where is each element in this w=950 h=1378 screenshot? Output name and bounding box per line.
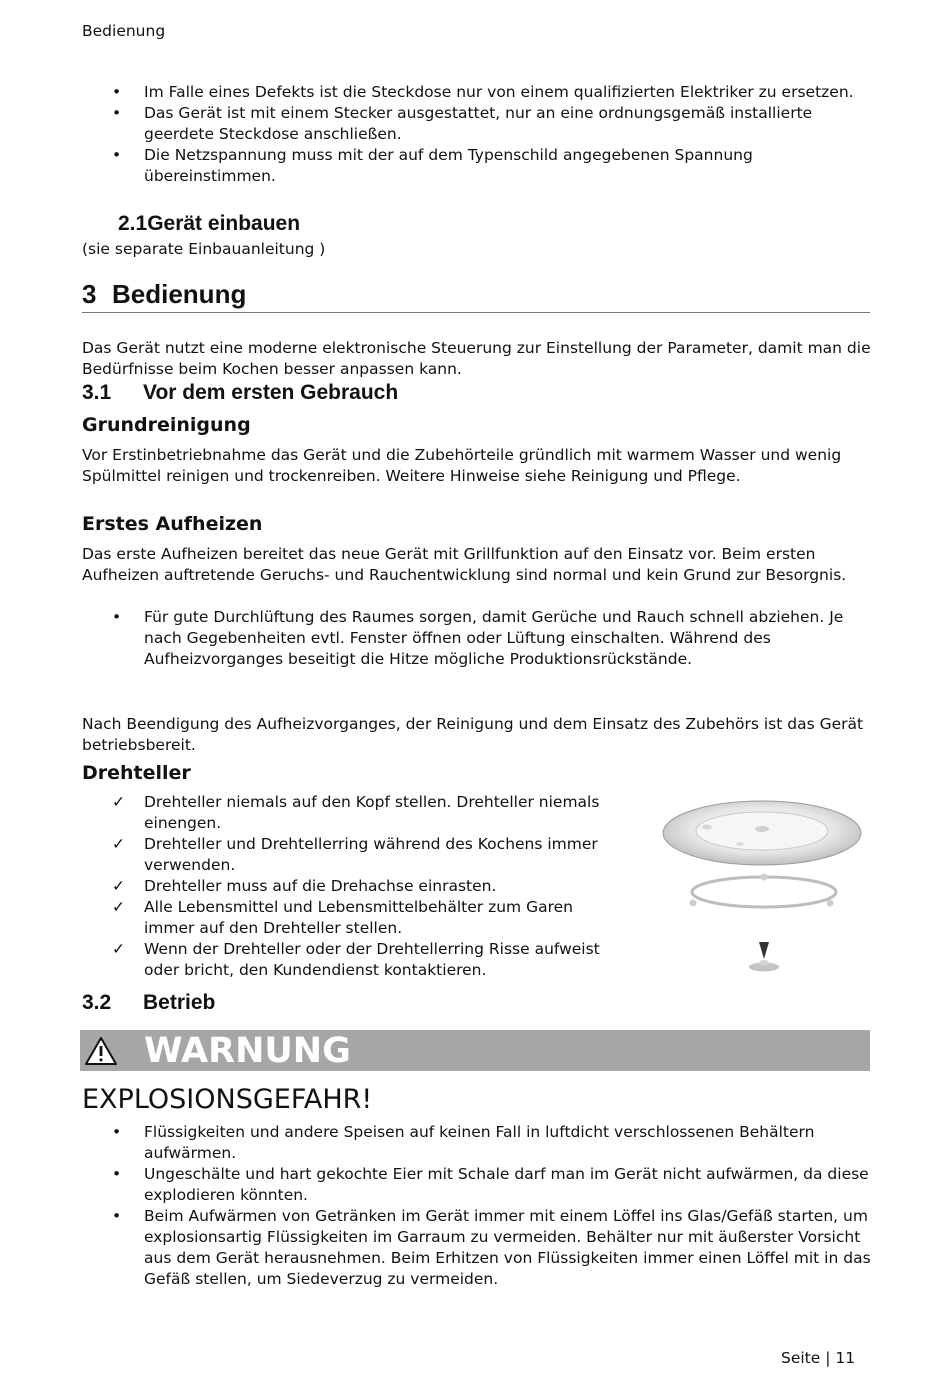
list-item: • Für gute Durchlüftung des Raumes sorgen, damit Gerüche und Rauch schnell abziehen. Je nach Gegebenheiten evtl. Fenster öffnen oder Lüftung einschalten. Während des Aufheizvorganges beseitigt die Hitze mögliche Produktionsrückstände. [112, 608, 844, 668]
aufheizen-bullet-list [82, 607, 857, 670]
list-item: ✓ Wenn der Drehteller oder der Drehtellerring Risse aufweist oder bricht, den Kundendienst kontaktieren. [112, 940, 600, 979]
aufheizen-heading: Erstes Aufheizen [82, 513, 263, 535]
chapter-3-intro: Das Gerät nutzt eine moderne elektronische Steuerung zur Einstellung der Parameter, damit man die Bedürfnisse beim Kochen besser anpassen kann. [82, 339, 871, 378]
section-title: Vor dem ersten Gebrauch [143, 381, 399, 404]
aufheizen-after-text: Nach Beendigung des Aufheizvorganges, der Reinigung und dem Einsatz des Zubehörs ist das Gerät betriebsbereit. [82, 715, 864, 754]
list-item: ✓ Drehteller und Drehtellerring während des Kochens immer verwenden. [112, 835, 598, 874]
warning-bullet-list [82, 1122, 872, 1290]
warning-triangle-icon [84, 1036, 118, 1066]
section-2-1-heading: 2.1Gerät einbauen [118, 212, 301, 235]
list-item: ✓ Alle Lebensmittel und Lebensmittelbehälter zum Garen immer auf den Drehteller stellen. [112, 898, 573, 937]
warning-heading: EXPLOSIONSGEFAHR! [82, 1084, 373, 1115]
list-item: • Das Gerät ist mit einem Stecker ausgestattet, nur an eine ordnungsgemäß installierte geerdete Steckdose anschließen. [112, 104, 813, 143]
grundreinigung-text: Vor Erstinbetriebnahme das Gerät und die Zubehörteile gründlich mit warmem Wasser und wenig Spülmittel reinigen und trockenreiben. Weitere Hinweise siehe Reinigung und Pflege. [82, 446, 842, 485]
list-item: ✓ Drehteller muss auf die Drehachse einrasten. [112, 877, 497, 895]
section-3-1-heading [82, 382, 398, 403]
chapter-title: Bedienung [112, 279, 247, 309]
drehteller-heading: Drehteller [82, 762, 191, 784]
check-icon: ✓ [112, 877, 125, 895]
grundreinigung-heading: Grundreinigung [82, 414, 251, 436]
drehteller-checklist [82, 792, 627, 981]
chapter-3-heading [82, 279, 870, 313]
section-2-1-note: (sie separate Einbauanleitung ) [82, 240, 326, 258]
check-icon: ✓ [112, 793, 125, 811]
section-3-2-heading [82, 992, 215, 1013]
turntable-illustration [660, 795, 865, 980]
list-item: • Beim Aufwärmen von Getränken im Gerät immer mit einem Löffel ins Glas/Gefäß starten, um explosionsartig Flüssigkeiten im Garraum zu vermeiden. Behälter nur mit äußerster Vorsicht aus dem Gerät herausnehmen. Beim Erhitzen von Flüssigkeiten immer einen Löffel mit in das Gefäß stellen, um Siedeverzug zu vermeiden. [112, 1207, 871, 1288]
check-icon: ✓ [112, 898, 125, 916]
intro-bullet-list [82, 82, 872, 187]
warning-label: WARNUNG [144, 1031, 351, 1071]
list-item: • Flüssigkeiten und andere Speisen auf keinen Fall in luftdicht verschlossenen Behältern aufwärmen. [112, 1123, 815, 1162]
section-number: 3.2 [82, 991, 112, 1014]
warning-banner [80, 1030, 870, 1071]
list-item: • Ungeschälte und hart gekochte Eier mit Schale darf man im Gerät nicht aufwärmen, da diese explodieren könnten. [112, 1165, 869, 1204]
check-icon: ✓ [112, 835, 125, 853]
list-item: • Im Falle eines Defekts ist die Steckdose nur von einem qualifizierten Elektriker zu ersetzen. [112, 83, 854, 101]
list-item: ✓ Drehteller niemals auf den Kopf stellen. Drehteller niemals einengen. [112, 793, 600, 832]
list-item: • Die Netzspannung muss mit der auf dem Typenschild angegebenen Spannung übereinstimmen. [112, 146, 753, 185]
check-icon: ✓ [112, 940, 125, 958]
running-header: Bedienung [82, 22, 166, 40]
chapter-number: 3 [82, 279, 97, 309]
section-number: 3.1 [82, 381, 112, 404]
section-title: Betrieb [143, 991, 216, 1014]
page-number: Seite | 11 [781, 1349, 856, 1367]
aufheizen-text: Das erste Aufheizen bereitet das neue Gerät mit Grillfunktion auf den Einsatz vor. Beim ersten Aufheizen auftretende Geruchs- und Rauchentwicklung sind normal und kein Grund zur Besorgnis. [82, 545, 847, 584]
